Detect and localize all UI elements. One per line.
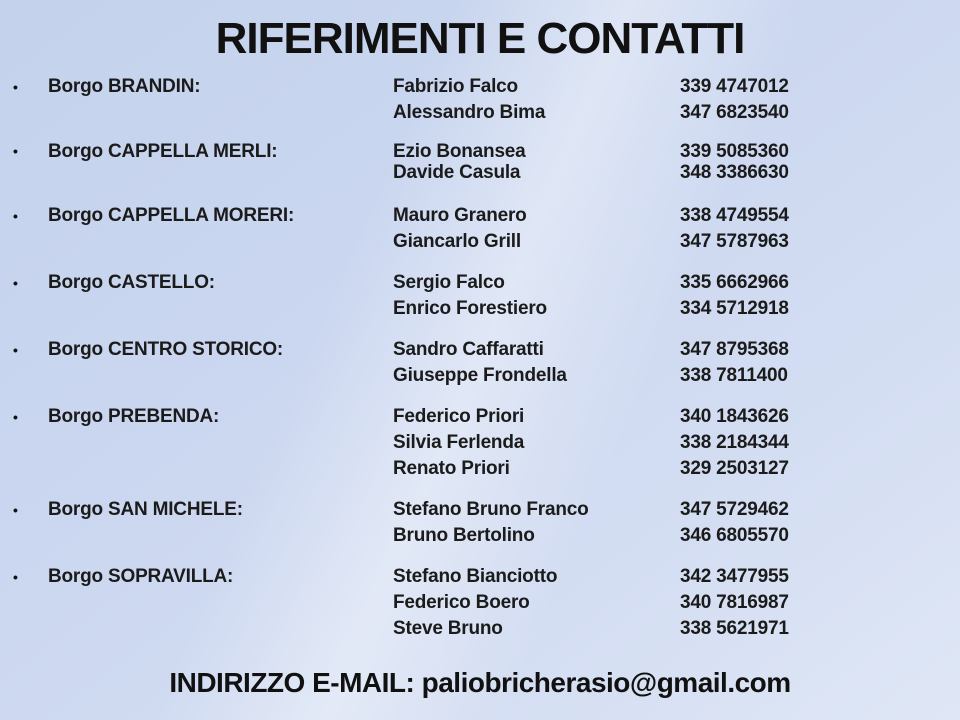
contact-group: [0, 497, 960, 549]
contact-phone: 348 3386630: [680, 162, 789, 183]
borgo-label: [48, 430, 393, 456]
bullet-icon: [0, 523, 48, 549]
contact-name: Giuseppe Frondella: [393, 365, 567, 386]
borgo-label: Borgo CASTELLO:: [48, 272, 215, 293]
contact-name: Ezio Bonansea: [393, 141, 526, 162]
contact-row: [0, 296, 960, 322]
bullet-icon: [0, 296, 48, 322]
contact-name: Sergio Falco: [393, 272, 505, 293]
bullet-icon: [0, 590, 48, 616]
contact-group: [0, 203, 960, 255]
borgo-label: Borgo SOPRAVILLA:: [48, 566, 234, 587]
bullet-icon: •: [13, 79, 18, 95]
contact-group: [0, 141, 960, 183]
contact-phone: 347 6823540: [680, 102, 789, 123]
contact-name: Renato Priori: [393, 458, 510, 479]
contact-name: Federico Priori: [393, 406, 525, 427]
contact-row: [0, 363, 960, 389]
contact-group: [0, 74, 960, 126]
borgo-label: Borgo CAPPELLA MERLI:: [48, 141, 278, 162]
contact-phone: 347 5787963: [680, 231, 789, 252]
contact-group: [0, 404, 960, 482]
borgo-label: Borgo CENTRO STORICO:: [48, 339, 284, 360]
contact-phone: 338 2184344: [680, 432, 789, 453]
contact-phone: 346 6805570: [680, 525, 789, 546]
contact-row: [0, 74, 960, 100]
bullet-icon: [0, 616, 48, 642]
contact-phone: 334 5712918: [680, 298, 789, 319]
contact-name: Stefano Bianciotto: [393, 566, 558, 587]
contact-row: [0, 162, 960, 183]
contact-name: Stefano Bruno Franco: [393, 499, 589, 520]
contact-name: Giancarlo Grill: [393, 231, 521, 252]
contact-phone: 339 5085360: [680, 141, 789, 162]
contact-name: Federico Boero: [393, 592, 530, 613]
contact-row: [0, 497, 960, 523]
borgo-label: Borgo CAPPELLA MORERI:: [48, 205, 295, 226]
contact-row: [0, 456, 960, 482]
contact-row: [0, 337, 960, 363]
contact-phone: 347 8795368: [680, 339, 789, 360]
contact-phone: 335 6662966: [680, 272, 789, 293]
borgo-label: [48, 229, 393, 255]
bullet-icon: [0, 456, 48, 482]
contact-phone: 342 3477955: [680, 566, 789, 587]
borgo-label: [48, 296, 393, 322]
contact-phone: 338 7811400: [680, 365, 788, 386]
contact-name: Davide Casula: [393, 162, 521, 183]
contact-group: [0, 564, 960, 642]
borgo-label: Borgo SAN MICHELE:: [48, 499, 243, 520]
bullet-icon: [0, 229, 48, 255]
borgo-label: [48, 100, 393, 126]
contact-row: [0, 229, 960, 255]
borgo-label: [48, 456, 393, 482]
contact-phone: 347 5729462: [680, 499, 789, 520]
contact-row: [0, 564, 960, 590]
contact-row: [0, 100, 960, 126]
bullet-icon: •: [13, 275, 18, 291]
contact-phone: 338 4749554: [680, 205, 789, 226]
contact-phone: 339 4747012: [680, 76, 789, 97]
contact-name: Fabrizio Falco: [393, 76, 518, 97]
contact-row: [0, 203, 960, 229]
bullet-icon: [0, 162, 48, 183]
bullet-icon: •: [13, 208, 18, 224]
bullet-icon: •: [13, 569, 18, 585]
contact-row: [0, 404, 960, 430]
contact-name: Steve Bruno: [393, 618, 503, 639]
contact-list: [0, 74, 960, 657]
contact-group: [0, 337, 960, 389]
contact-name: Bruno Bertolino: [393, 525, 535, 546]
contact-name: Alessandro Bima: [393, 102, 546, 123]
bullet-icon: [0, 430, 48, 456]
bullet-icon: •: [13, 502, 18, 518]
bullet-icon: •: [13, 143, 18, 159]
bullet-icon: •: [13, 342, 18, 358]
email-footer: INDIRIZZO E-MAIL: paliobricherasio@gmail.com: [169, 667, 791, 698]
contact-name: Silvia Ferlenda: [393, 432, 525, 453]
contact-row: [0, 590, 960, 616]
borgo-label: Borgo BRANDIN:: [48, 76, 201, 97]
contact-group: [0, 270, 960, 322]
contact-name: Mauro Granero: [393, 205, 527, 226]
contact-row: [0, 523, 960, 549]
contact-row: [0, 616, 960, 642]
bullet-icon: [0, 100, 48, 126]
page-title: RIFERIMENTI E CONTATTI: [215, 14, 745, 63]
bullet-icon: [0, 363, 48, 389]
contact-row: [0, 430, 960, 456]
contact-phone: 338 5621971: [680, 618, 789, 639]
borgo-label: Borgo PREBENDA:: [48, 406, 220, 427]
contact-phone: 340 1843626: [680, 406, 789, 427]
contact-name: Enrico Forestiero: [393, 298, 547, 319]
borgo-label: [48, 590, 393, 616]
borgo-label: [48, 523, 393, 549]
borgo-label: [48, 616, 393, 642]
contact-row: [0, 270, 960, 296]
bullet-icon: •: [13, 409, 18, 425]
contact-name: Sandro Caffaratti: [393, 339, 544, 360]
borgo-label: [48, 363, 393, 389]
contact-phone: 329 2503127: [680, 458, 789, 479]
contact-row: [0, 141, 960, 162]
contact-phone: 340 7816987: [680, 592, 789, 613]
borgo-label: [48, 162, 393, 183]
